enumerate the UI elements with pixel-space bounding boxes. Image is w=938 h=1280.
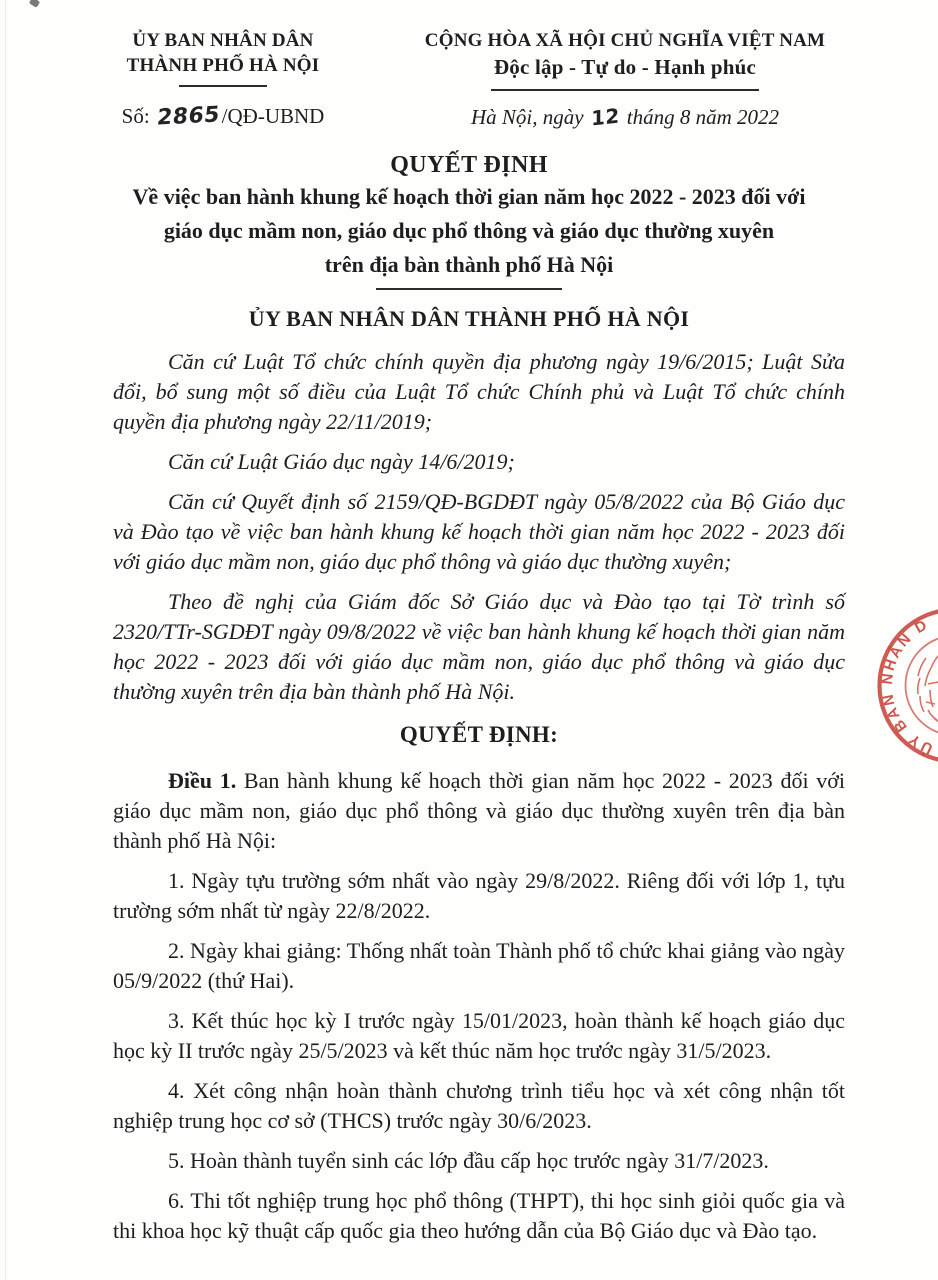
authority-name-line1: ỦY BAN NHÂN DÂN [132, 30, 314, 51]
national-motto: Độc lập - Tự do - Hạnh phúc [493, 55, 757, 79]
document-number-handwritten: 2865 [155, 102, 221, 131]
article-1-intro: Ban hành khung kế hoạch thời gian năm học 2022 - 2023 đối với giáo dục mầm non, giáo dục phổ thông và giáo dục thường xuyên trên địa bàn thành phố Hà Nội: [113, 768, 846, 853]
title-rule [376, 288, 562, 290]
header-rule-right [491, 89, 759, 91]
issuing-authority-block [58, 28, 388, 130]
issuer-heading: ỦY BAN NHÂN DÂN THÀNH PHỐ HÀ NỘI [248, 306, 690, 331]
schedule-item: 3. Kết thúc học kỳ I trước ngày 15/01/2023, hoàn thành kế hoạch giáo dục học kỳ II trước ngày 25/5/2023 và kết thúc năm học trước ngày 31/5/2023. [113, 1008, 845, 1063]
schedule-item: 4. Xét công nhận hoàn thành chương trình tiểu học và xét công nhận tốt nghiệp trung học cơ sở (THCS) trước ngày 30/6/2023. [113, 1078, 845, 1133]
schedule-item: 1. Ngày tựu trường sớm nhất vào ngày 29/8/2022. Riêng đối với lớp 1, tựu trường sớm nhất từ ngày 22/8/2022. [113, 868, 845, 923]
document-number-line [58, 104, 388, 129]
document-number-suffix: /QĐ-UBND [221, 104, 325, 128]
preamble-paragraph: Căn cứ Luật Tổ chức chính quyền địa phương ngày 19/6/2015; Luật Sửa đổi, bổ sung một số điều của Luật Tổ chức Chính phủ và Luật Tổ chức chính quyền địa phương ngày 22/11/2019; [113, 349, 845, 434]
preamble-paragraph: Căn cứ Luật Giáo dục ngày 14/6/2019; [168, 449, 515, 474]
national-title: CỘNG HÒA XÃ HỘI CHỦ NGHĨA VIỆT NAM [424, 30, 826, 51]
schedule-item: 5. Hoàn thành tuyển sinh các lớp đầu cấp học trước ngày 31/7/2023. [168, 1148, 769, 1173]
scan-edge-line [5, 0, 6, 1280]
date-prefix: Hà Nội, ngày [470, 105, 584, 129]
article-1-label: Điều 1. [168, 768, 237, 793]
date-line [390, 105, 860, 130]
document-subject-line2: giáo dục mầm non, giáo dục phổ thông và giáo dục thường xuyên [163, 218, 775, 243]
header-rule-left [179, 85, 267, 87]
schedule-item: 6. Thi tốt nghiệp trung học phổ thông (THPT), thi học sinh giỏi quốc gia và thi khoa học kỹ thuật cấp quốc gia theo hướng dẫn của Bộ Giáo dục và Đào tạo. [113, 1188, 845, 1243]
document-number-label: Số: [121, 104, 150, 128]
authority-name-line2: THÀNH PHỐ HÀ NỘI [126, 55, 320, 76]
schedule-item: 2. Ngày khai giảng: Thống nhất toàn Thành phố tổ chức khai giảng vào ngày 05/9/2022 (thứ Hai). [113, 938, 845, 993]
preamble-paragraph: Căn cứ Quyết định số 2159/QĐ-BGDĐT ngày 05/8/2022 của Bộ Giáo dục và Đào tạo về việc ban hành khung kế hoạch thời gian năm học 2022 - 2023 đối với giáo dục mầm non, giáo dục phổ thông và giáo dục thường xuyên; [113, 489, 845, 574]
document-subject-line1: Về việc ban hành khung kế hoạch thời gian năm học 2022 - 2023 đối với [132, 184, 806, 209]
national-motto-block [390, 28, 860, 130]
stamp-arc-text: ỦY BAN NHÂN D [878, 615, 936, 758]
preamble-paragraph: Theo đề nghị của Giám đốc Sở Giáo dục và Đào tạo tại Tờ trình số 2320/TTr-SGDĐT ngày 09/8/2022 về việc ban hành khung kế hoạch thời gian năm học 2022 - 2023 đối với giáo dục mầm non, giáo dục phổ thông và giáo dục thường xuyên trên địa bàn thành phố Hà Nội. [113, 589, 845, 704]
article-1-paragraph [113, 766, 845, 856]
title-block [0, 150, 938, 333]
document-body [0, 333, 938, 1246]
date-suffix: tháng 8 năm 2022 [626, 105, 780, 129]
document-header [0, 0, 938, 130]
document-subject-line3: trên địa bàn thành phố Hà Nội [324, 252, 614, 277]
document-type-title: QUYẾT ĐỊNH [390, 152, 548, 178]
date-day-handwritten: 12 [590, 103, 620, 131]
decision-heading: QUYẾT ĐỊNH: [399, 722, 559, 747]
